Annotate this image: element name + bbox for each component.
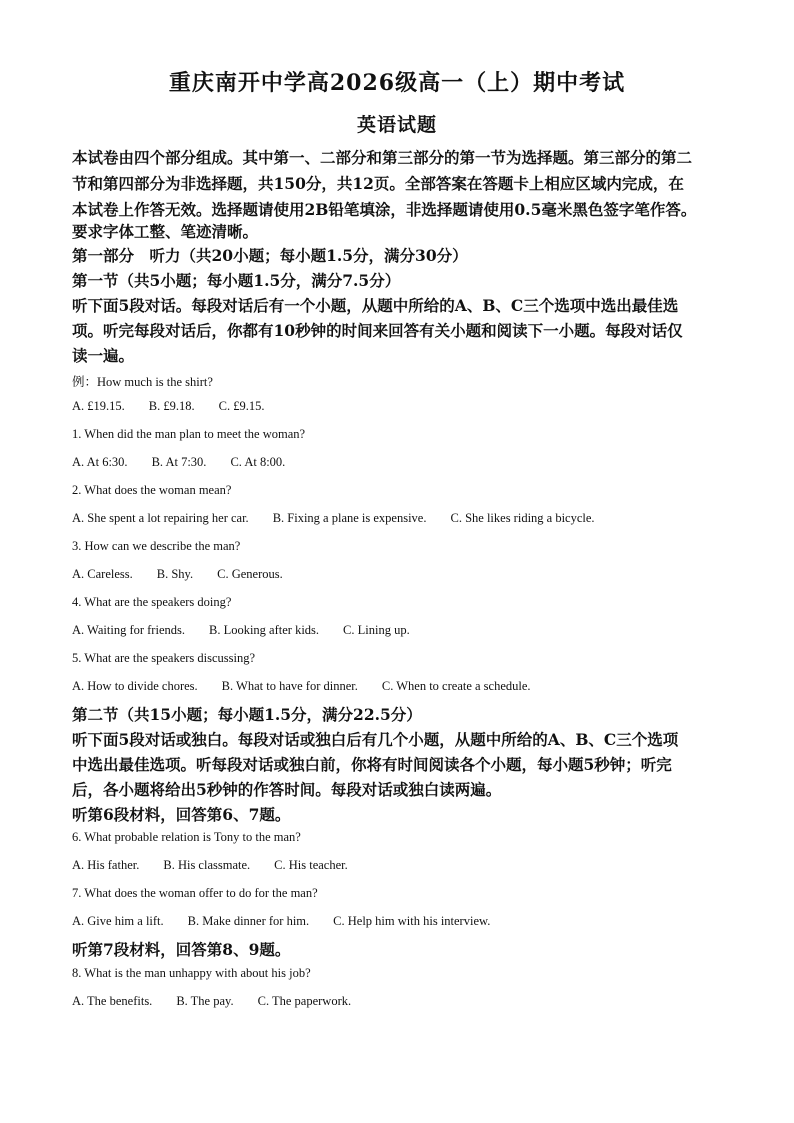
option-c: C. When to create a schedule. [381,679,531,693]
option-b: B. The pay. [176,994,234,1008]
example-options [72,399,734,414]
section2-instr-2: 中选出最佳选项。听每段对话或独白前，你将有时间阅读各个小题，每小题5秒钟；听完 [72,755,672,774]
section1-instr-2: 项。听完每段对话后，你都有10秒钟的时间来回答有关小题和阅读下一小题。每段对话仅 [72,321,683,340]
option-a: A. Careless. [72,567,133,581]
exam-subject: 英语试题 [356,114,437,136]
section1-instr-1: 听下面5段对话。每段对话后有一个小题，从题中所给的A、B、C三个选项中选出最佳选 [72,296,679,315]
option-b: B. Looking after kids. [208,623,320,637]
question-4-options [72,623,734,638]
question-8: 8. What is the man unhappy with about his job? [72,966,311,980]
option-c: C. She likes riding a bicycle. [450,511,595,525]
option-b: B. Fixing a plane is expensive. [272,511,427,525]
question-5-options [72,679,734,694]
intro-line-1: 本试卷由四个部分组成。其中第一、二部分和第三部分的第一节为选择题。第三部分的第二 [72,148,693,167]
option-b: B. Make dinner for him. [187,914,310,928]
option-a: A. £19.15. [72,399,125,413]
section1-instr-3: 读一遍。 [72,346,135,365]
question-3: 3. How can we describe the man? [72,539,241,553]
option-c: C. Lining up. [343,623,410,637]
option-b: B. At 7:30. [151,455,207,469]
option-a: A. She spent a lot repairing her car. [72,511,249,525]
option-a: A. The benefits. [72,994,153,1008]
section2-instr-3: 后，各小题将给出5秒钟的作答时间。每段对话或独白读两遍。 [72,780,502,799]
option-a: A. At 6:30. [72,455,128,469]
question-1: 1. When did the man plan to meet the woman? [72,427,306,441]
material-7-heading: 听第7段材料，回答第8、9题。 [72,940,291,959]
option-c: C. £9.15. [218,399,265,413]
question-8-options [72,994,734,1009]
intro-line-3: 本试卷上作答无效。选择题请使用2B铅笔填涂，非选择题请使用0.5毫米黑色签字笔作答。 [72,200,697,219]
section2-instr-1: 听下面5段对话或独白。每段对话或独白后有几个小题，从题中所给的A、B、C三个选项 [72,730,679,749]
question-2: 2. What does the woman mean? [72,483,232,497]
intro-line-4: 要求字体工整、笔迹清晰。 [72,222,259,241]
question-4: 4. What are the speakers doing? [72,595,232,609]
intro-line-2: 节和第四部分为非选择题，共150分，共12页。全部答案在答题卡上相应区域内完成，在 [72,174,684,193]
question-2-options [72,511,734,526]
option-a: A. Waiting for friends. [72,623,185,637]
option-c: C. The paperwork. [257,994,352,1008]
option-b: B. What to have for dinner. [221,679,358,693]
question-7-options [72,914,734,929]
option-b: B. His classmate. [163,858,251,872]
option-a: A. How to divide chores. [72,679,198,693]
option-c: C. At 8:00. [230,455,286,469]
part1-heading: 第一部分 听力（共20小题；每小题1.5分，满分30分） [72,246,468,265]
exam-title: 重庆南开中学高2026级高一（上）期中考试 [168,70,626,96]
question-6: 6. What probable relation is Tony to the man? [72,830,301,844]
question-5: 5. What are the speakers discussing? [72,651,256,665]
section1-heading: 第一节（共5小题；每小题1.5分，满分7.5分） [72,271,401,290]
option-a: A. Give him a lift. [72,914,164,928]
question-3-options [72,567,734,582]
option-a: A. His father. [72,858,140,872]
example-question: 例：How much is the shirt? [72,375,213,389]
option-c: C. His teacher. [274,858,348,872]
question-6-options [72,858,734,873]
option-b: B. Shy. [156,567,194,581]
question-1-options [72,455,734,470]
option-c: C. Help him with his interview. [333,914,491,928]
material-6-heading: 听第6段材料，回答第6、7题。 [72,805,291,824]
section2-heading: 第二节（共15小题；每小题1.5分，满分22.5分） [72,705,422,724]
question-7: 7. What does the woman offer to do for the man? [72,886,318,900]
option-b: B. £9.18. [148,399,195,413]
option-c: C. Generous. [217,567,283,581]
